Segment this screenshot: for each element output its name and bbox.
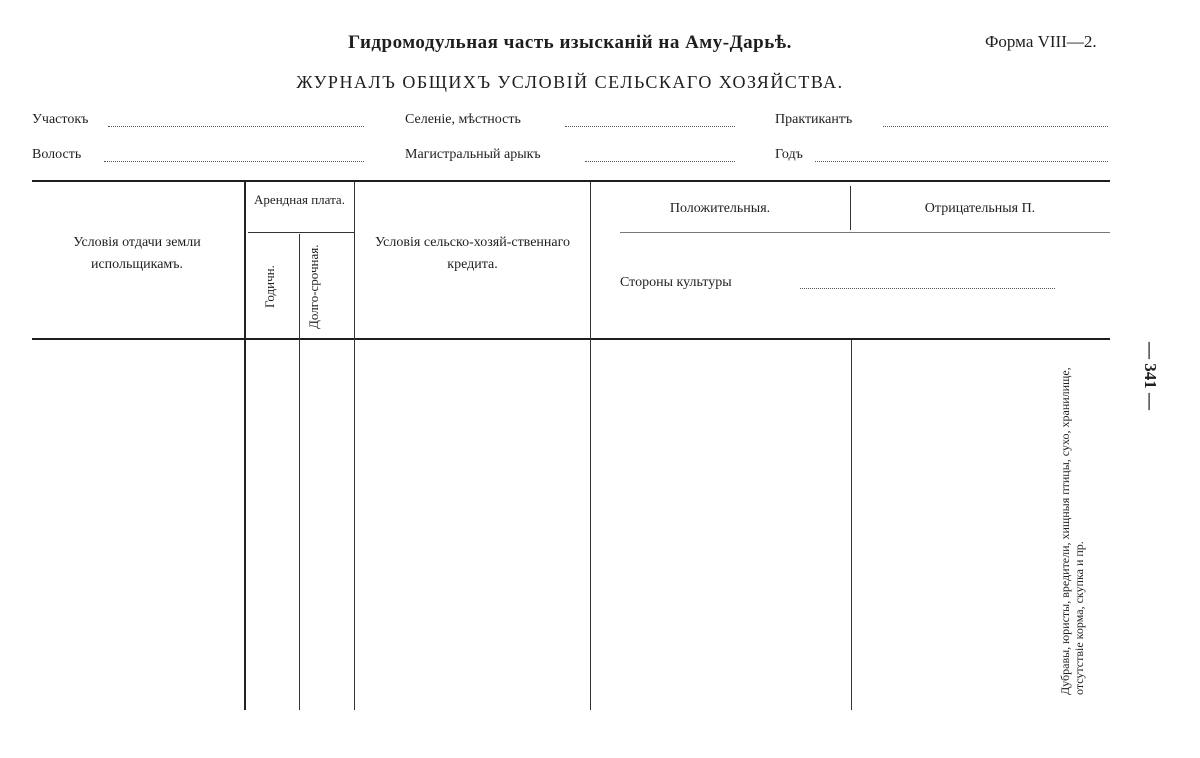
field-volost-label: Волость [32,147,82,162]
field-uchastok-label: Участокъ [32,112,89,127]
field-praktikant-line[interactable] [883,114,1108,127]
arenda-sub-rule [248,232,354,233]
table-top-rule [32,180,1110,182]
header-polozhitelnye: Положительныя. [669,201,771,216]
header-otritsatelnye: Отрицательныя П. [924,201,1036,216]
header-arendnaya-plata: Арендная плата. [254,192,345,207]
field-magistral-line[interactable] [585,149,735,162]
col-divider-5-top [850,186,851,230]
field-volost-line[interactable] [104,149,364,162]
storony-kultury-line [800,276,1055,289]
col-divider-5 [851,340,852,710]
col-divider-3 [354,182,355,710]
header-storony-kultury: Стороны культуры [620,275,732,290]
page-number: — 341 — [1141,342,1160,410]
side-note: Дубравы, юристы, вредители, хищныя птицы, сухо, хранилище, отсутствіе корма, скупка и пр. [1058,367,1086,695]
field-praktikant-label: Практикантъ [775,112,853,127]
field-uchastok-line[interactable] [108,114,364,127]
field-selenie-line[interactable] [565,114,735,127]
header-usloviya-otdachi: Условія отдачи земли испольщикамъ. [73,235,201,272]
field-selenie-label: Селеніе, мѣстность [405,112,521,127]
form-number: Форма VIII—2. [985,32,1097,51]
col-divider-4 [590,182,591,710]
right-header-rule [620,232,1110,233]
field-magistral-label: Магистральный арыкъ [405,147,541,162]
field-god-label: Годъ [775,147,803,162]
header-usloviya-kredita: Условія сельско-хозяй-ственнаго кредита. [374,235,571,272]
subheader-godichn: Годичн. [262,265,277,309]
subheader-dolgosrochnaya: Долго-срочная. [306,244,321,330]
col-divider-1 [244,182,246,710]
table-header-bottom-rule [32,338,1110,340]
col-divider-2 [299,234,300,710]
field-god-line[interactable] [815,149,1108,162]
journal-subtitle: ЖУРНАЛЪ ОБЩИХЪ УСЛОВІЙ СЕЛЬСКАГО ХОЗЯЙСТВА. [296,72,844,92]
page-title: Гидромодульная часть изысканій на Аму-Дарьѣ. [348,32,792,53]
